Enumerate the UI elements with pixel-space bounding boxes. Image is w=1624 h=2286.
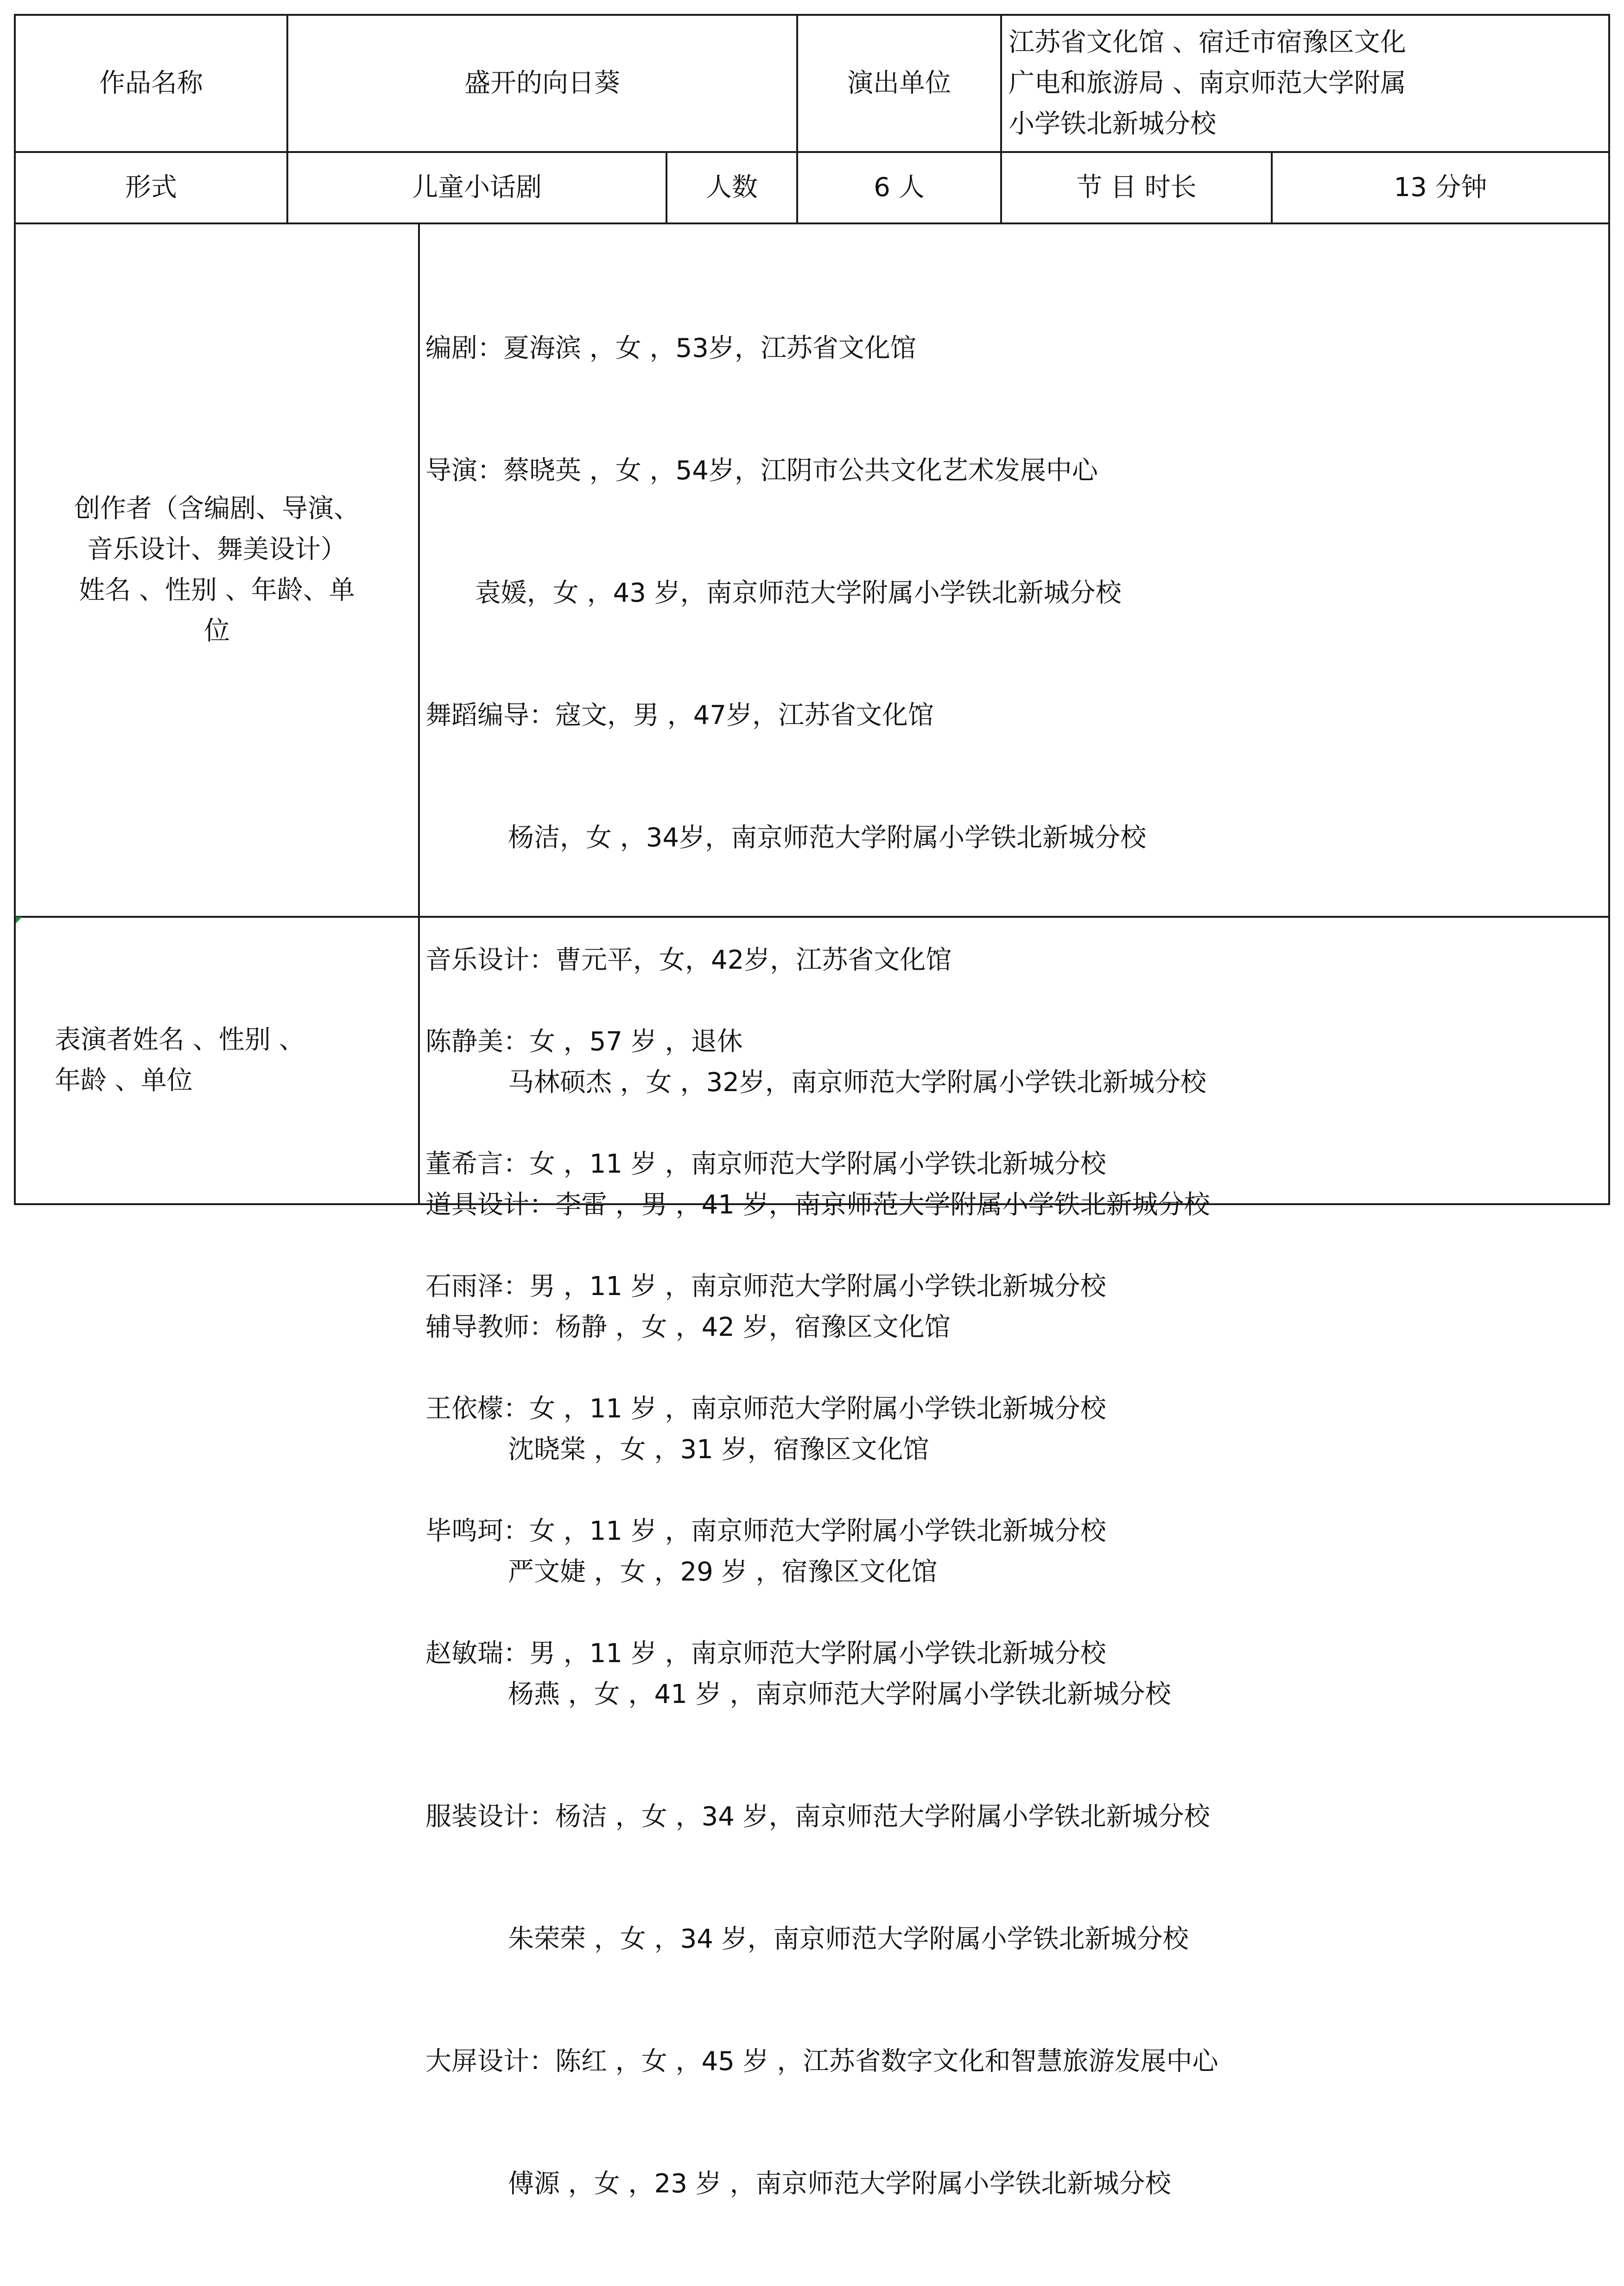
performers-label-line: 表演者姓名 、性别 、 [55,1025,305,1055]
count-label-text: 人数 [706,172,758,203]
unit-value [1009,16,1606,151]
unit-value-line: 小学铁北新城分校 [1009,109,1216,139]
creator-line: 舞蹈编导：寇文，男 ，47岁，江苏省文化馆 [425,700,934,730]
duration-label-text: 节 目 时长 [1076,172,1197,203]
creators-label-line: 创作者（含编剧、导演、 [74,494,360,524]
col-divider-details [418,222,420,1205]
unit-label [798,16,1000,151]
performer-line: 陈静美：女 ，57 岁 ，退休 [425,1027,743,1057]
creator-line: 辅导教师：杨静 ，女 ，42 岁，宿豫区文化馆 [425,1312,951,1342]
work-name-value [288,16,796,151]
creator-line: 导演：蔡晓英 ，女 ，54岁，江阴市公共文化艺术发展中心 [425,456,1098,486]
creator-line: 马林硕杰 ，女 ，32岁，南京师范大学附属小学铁北新城分校 [425,1067,1206,1098]
form-label [16,153,286,222]
form-value-text: 儿童小话剧 [412,172,542,203]
duration-value [1273,153,1608,222]
count-value-text: 6 人 [874,172,925,203]
creator-line: 严文婕 ，女 ，29 岁 ，宿豫区文化馆 [425,1557,938,1587]
creator-line: 朱荣荣 ，女 ，34 岁，南京师范大学附属小学铁北新城分校 [425,1924,1189,1954]
performer-line: 毕鸣珂：女 ，11 岁 ，南京师范大学附属小学铁北新城分校 [425,1516,1106,1546]
creator-line: 服装设计：杨洁 ，女 ，34 岁，南京师范大学附属小学铁北新城分校 [425,1802,1210,1832]
duration-value-text: 13 分钟 [1394,172,1487,203]
creator-line: 杨洁，女 ，34岁，南京师范大学附属小学铁北新城分校 [425,823,1147,853]
work-name-label-text: 作品名称 [99,68,203,98]
creator-line: 杨燕 ，女 ，41 岁 ，南京师范大学附属小学铁北新城分校 [425,1679,1171,1709]
work-name-value-text: 盛开的向日葵 [464,68,620,98]
creator-line: 音乐设计：曹元平，女，42岁，江苏省文化馆 [425,945,952,975]
creators-label-line: 位 [204,616,230,646]
creator-line: 傅源 ，女 ，23 岁 ，南京师范大学附属小学铁北新城分校 [425,2169,1171,2199]
performers-list [425,940,1603,1756]
creator-line: 沈晓棠 ，女 ，31 岁，宿豫区文化馆 [425,1435,929,1465]
unit-value-line: 江苏省文化馆 、宿迁市宿豫区文化 [1009,27,1406,57]
duration-label [1002,153,1271,222]
form-label-text: 形式 [125,172,177,203]
performer-line: 王依檬：女 ，11 岁 ，南京师范大学附属小学铁北新城分校 [425,1394,1106,1424]
form-value [288,153,666,222]
creator-line: 道具设计：李雷 ，男 ，41 岁，南京师范大学附属小学铁北新城分校 [425,1190,1210,1220]
cell-corner-marker [16,917,22,923]
creators-label [16,224,418,916]
creators-label-line: 音乐设计、舞美设计） [87,534,347,565]
creators-label-line: 姓名 、性别 、年龄、单 [79,575,355,605]
count-label [667,153,796,222]
creator-line: 编剧：夏海滨 ，女 ，53岁，江苏省文化馆 [425,333,916,363]
creator-line: 大屏设计：陈红 ，女 ，45 岁 ，江苏省数字文化和智慧旅游发展中心 [425,2046,1218,2076]
unit-label-text: 演出单位 [847,68,951,98]
creator-line: 袁媛，女 ，43 岁，南京师范大学附属小学铁北新城分校 [425,578,1122,608]
table-border-right [1608,14,1610,1205]
performer-line: 石雨泽：男 ，11 岁 ，南京师范大学附属小学铁北新城分校 [425,1271,1106,1302]
performer-line: 赵敏瑞：男 ，11 岁 ，南京师范大学附属小学铁北新城分校 [425,1638,1106,1669]
count-value [798,153,1000,222]
performers-label-line: 年龄 、单位 [55,1066,193,1096]
performer-line: 董希言：女 ，11 岁 ，南京师范大学附属小学铁北新城分校 [425,1149,1106,1179]
work-name-label [16,16,286,151]
unit-value-line: 广电和旅游局 、南京师范大学附属 [1009,68,1406,98]
performers-label [55,918,416,1203]
